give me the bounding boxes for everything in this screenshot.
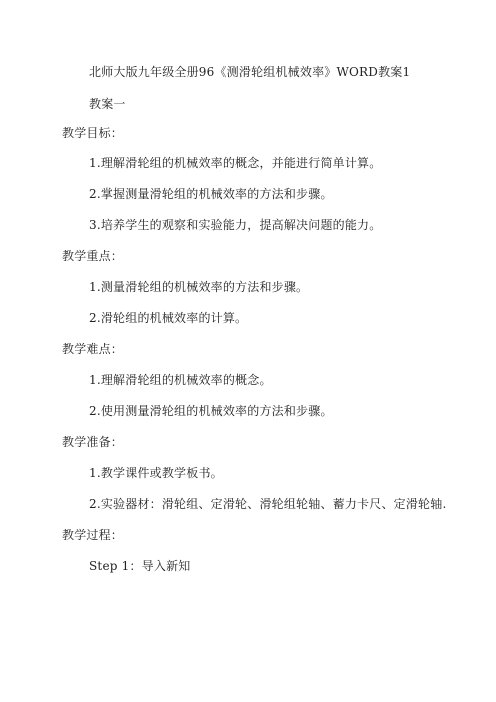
difficulties-heading: 教学难点： — [62, 342, 124, 356]
key-points-heading: 教学重点： — [62, 249, 124, 263]
key-point-item: 1.测量滑轮组的机械效率的方法和步骤。 — [89, 280, 309, 294]
section-heading: 教案一 — [89, 97, 126, 111]
preparation-item: 2.实验器材：滑轮组、定滑轮、滑轮组轮轴、蓄力卡尺、定滑轮轴. — [89, 497, 447, 511]
difficulty-item: 1.理解滑轮组的机械效率的概念。 — [89, 373, 272, 387]
objective-item: 2.掌握测量滑轮组的机械效率的方法和步骤。 — [89, 187, 333, 201]
objective-item: 3.培养学生的观察和实验能力，提高解决问题的能力。 — [89, 218, 382, 232]
key-point-item: 2.滑轮组的机械效率的计算。 — [89, 311, 248, 325]
objective-item: 1.理解滑轮组的机械效率的概念，并能进行简单计算。 — [89, 156, 382, 170]
preparation-heading: 教学准备： — [62, 435, 124, 449]
step-heading: Step 1：导入新知 — [89, 559, 191, 573]
difficulty-item: 2.使用测量滑轮组的机械效率的方法和步骤。 — [89, 404, 333, 418]
preparation-item: 1.教学课件或教学板书。 — [89, 466, 223, 480]
objectives-heading: 教学目标： — [62, 126, 124, 140]
process-heading: 教学过程： — [62, 528, 124, 542]
document-title: 北师大版九年级全册96《测滑轮组机械效率》WORD教案1 — [89, 65, 411, 79]
